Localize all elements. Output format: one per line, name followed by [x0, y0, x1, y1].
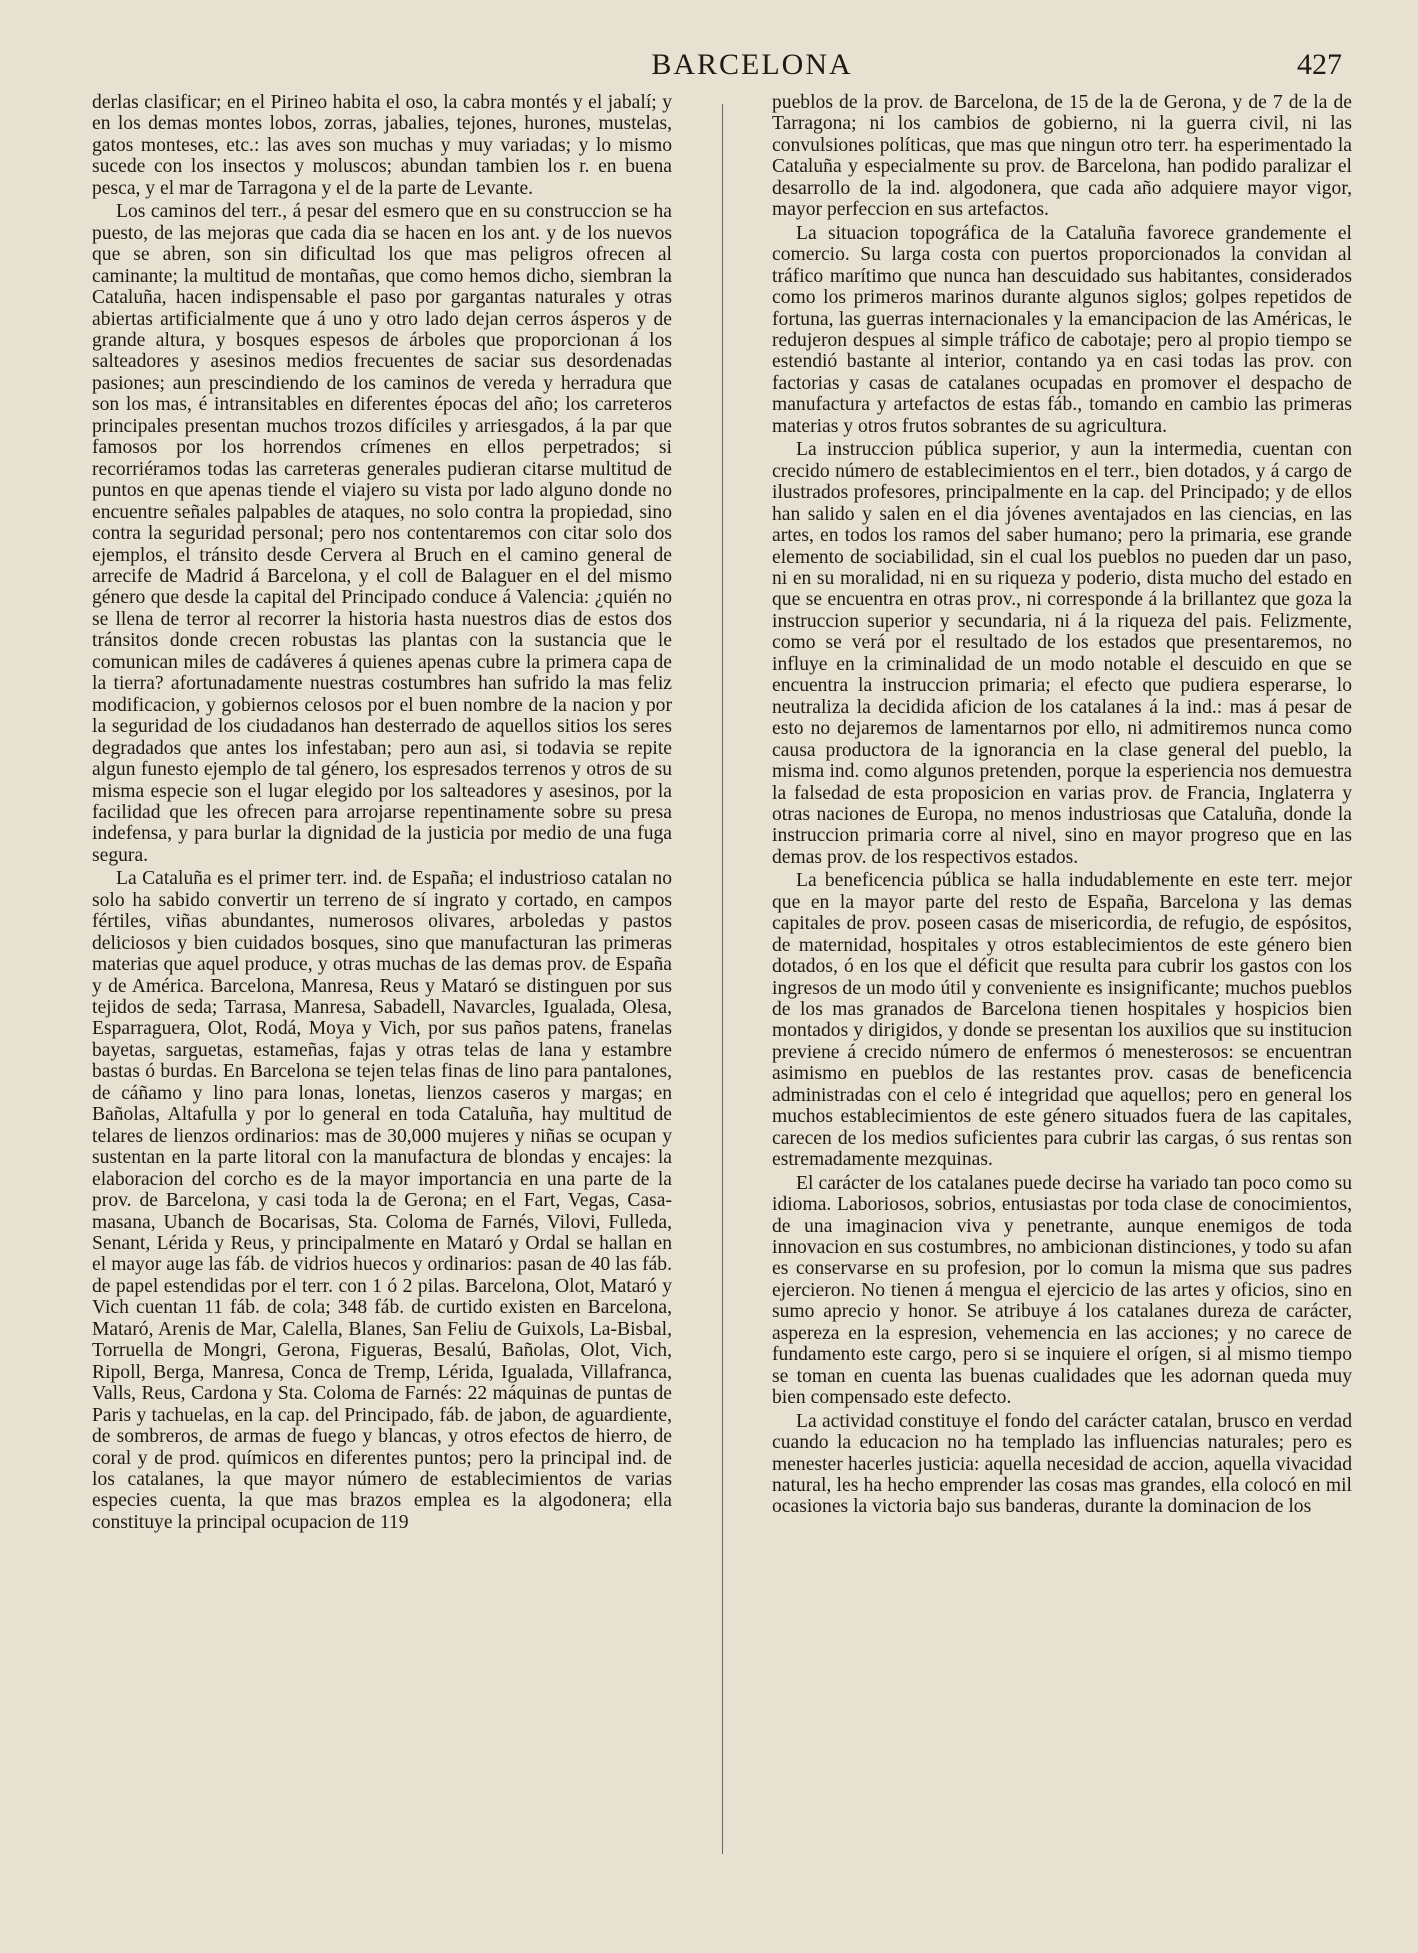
paragraph: pueblos de la prov. de Barcelona, de 15 de la de Gerona, y de 7 de la de Tarragona; ni los cambios de gobierno, ni la guerra civil, ni las convulsiones políticas, que mas que ningun otro terr. ha esperimentado la Cataluña y especialmente su prov. de Barcelona, han podido paralizar el desarrollo de la ind. algodonera, que cada año adquiere mayor vigor, mayor perfeccion en sus artefactos.: [772, 92, 1352, 221]
paragraph: La situacion topográfica de la Cataluña favorece grandemente el comercio. Su larga costa con puertos proporcionados la convidan al tráfico marítimo que nunca han descuidado sus habitantes, considerados como los primeros marinos durante algunos siglos; golpes repetidos de fortuna, las guerras internacionales y la emancipacion de las Américas, le redujeron despues al simple tráfico de cabotaje; pero al propio tiempo se estendió bastante al interior, contando ya en casi todas las prov. con factorias y casas de catalanes ocupadas en promover el despacho de manufactura y artefactos de estas fáb., tomando en cambio las primeras materias y otros frutos sobrantes de su agricultura.: [772, 222, 1352, 437]
column-divider: [722, 104, 723, 1854]
paragraph: La actividad constituye el fondo del carácter catalan, brusco en verdad cuando la educacion no ha templado las influencias naturales; pero es menester hacerles justicia: aquella necesidad de accion, aquella vivacidad natural, les ha hecho emprender las cosas mas grandes, ella colocó en mil ocasiones la victoria bajo sus banderas, durante la dominacion de los: [772, 1410, 1352, 1518]
text-columns: [92, 92, 1352, 1872]
paragraph: La beneficencia pública se halla indudablemente en este terr. mejor que en la mayor parte del resto de España, Barcelona y las demas capitales de prov. poseen casas de misericordia, de refugio, de espósitos, de maternidad, hospitales y otros establecimientos de este género bien dotados, ó en los que el déficit que resulta para cubrir los gastos con los ingresos de un modo útil y conveniente es insignificante; muchos pueblos de los mas granados de Barcelona tienen hospitales y hospicios bien montados y dirigidos, y donde se presentan los auxilios que su institucion previene á crecido número de enfermos ó menesterosos: se encuentran asimismo en pueblos de las restantes prov. casas de beneficencia administradas con el celo é integridad que aquellos; pero en general los muchos establecimientos de este género situados fuera de las capitales, carecen de los medios suficientes para cubrir las cargas, ó sus rentas son estremadamente mezquinas.: [772, 870, 1352, 1171]
paragraph: El carácter de los catalanes puede decirse ha variado tan poco como su idioma. Laboriosos, sobrios, entusiastas por toda clase de conocimientos, de una imaginacion viva y penetrante, aunque enemigos de toda innovacion en sus costumbres, no ambicionan distinciones, y todo su afan es conservarse en su profesion, por lo comun la misma que sus padres ejercieron. No tienen á mengua el ejercicio de las artes y oficios, sino en sumo aprecio y honor. Se atribuye á los catalanes dureza de carácter, aspereza en la espresion, vehemencia en las acciones; y no carece de fundamento este cargo, pero si se inquiere el orígen, si al mismo tiempo se toman en cuenta las buenas cualidades que les adornan queda muy bien compensado este defecto.: [772, 1172, 1352, 1409]
left-column: [92, 92, 680, 1872]
page-number: 427: [1297, 48, 1342, 81]
paragraph: Los caminos del terr., á pesar del esmero que en su construccion se ha puesto, de las mejoras que cada dia se hacen en los ant. y de los nuevos que se abren, son sin dificultad los que mas peligros ofrecen al caminante; la multitud de montañas, que como hemos dicho, siembran la Cataluña, hacen indispensable el paso por gargantas naturales y otras abiertas artificialmente que á uno y otro lado dejan cerros ásperos y de grande altura, y bosques espesos de árboles que proporcionan á los salteadores y asesinos medios frecuentes de saciar sus desordenadas pasiones; aun prescindiendo de los caminos de vereda y herradura que son los mas, é intransitables en diferentes épocas del año; los carreteros principales presentan muchos trozos difíciles y arriesgados, á la par que famosos por los horrendos crímenes en ellos perpetrados; si recorriéramos todas las carreteras generales pudieran citarse multitud de puntos en que apenas tiende el viajero su vista por lado alguno donde no encuentre señales palpables de ataques, no solo contra la propiedad, sino contra la seguridad personal; pero nos contentaremos con citar solo dos ejemplos, el tránsito desde Cervera al Bruch en el camino general de arrecife de Madrid á Barcelona, y el coll de Balaguer en el del mismo género que desde la capital del Principado conduce á Valencia: ¿quién no se llena de terror al recorrer la historia hasta nuestros dias de estos dos tránsitos donde crecen robustas las plantas con la sustancia que le comunican miles de cadáveres á quienes apenas cubre la primera capa de la tierra? afortunadamente nuestras costumbres han sufrido la mas feliz modificacion, y gobiernos celosos por el buen nombre de la nacion y por la seguridad de los ciudadanos han desterrado de aquellos sitios los seres degradados que antes los infestaban; pero aun asi, si todavia se repite algun funesto ejemplo de tal género, los espresados terrenos y otros de su misma especie son el lugar elegido por los salteadores y asesinos, por la facilidad que les ofrecen para arrojarse repentinamente sobre su presa indefensa, y para burlar la dignidad de la justicia por medio de una fuga segura.: [92, 201, 672, 866]
page-header: [92, 48, 1352, 88]
running-title: BARCELONA: [651, 48, 853, 81]
right-column: [764, 92, 1352, 1872]
paragraph: La Cataluña es el primer terr. ind. de España; el industrioso catalan no solo ha sabido convertir un terreno de sí ingrato y cortado, en campos fértiles, viñas abundantes, numerosos olivares, arboledas y pastos deliciosos y bien cuidados bosques, sino que manufacturan las primeras materias que aquel produce, y otras muchas de las demas prov. de España y de América. Barcelona, Manresa, Reus y Mataró se distinguen por sus tejidos de seda; Tarrasa, Manresa, Sabadell, Navarcles, Igualada, Olesa, Esparraguera, Olot, Rodá, Moya y Vich, por sus paños patens, franelas bayetas, sarguetas, estameñas, fajas y otras telas de lana y estambre bastas ó burdas. En Barcelona se tejen telas finas de lino para pantalones, de cáñamo y lino para lonas, lonetas, lienzos caseros y margas; en Bañolas, Altafulla y por lo general en toda Cataluña, hay multitud de telares de lienzos ordinarios: mas de 30,000 mujeres y niñas se ocupan y sustentan en la parte litoral con la manufactura de blondas y encajes: la elaboracion del corcho es de la mayor importancia en una parte de la prov. de Barcelona, y casi toda la de Gerona; en el Fart, Vegas, Casa-masana, Ubanch de Bocarisas, Sta. Coloma de Farnés, Vilovi, Fulleda, Senant, Lérida y Reus, y principalmente en Mataró y Ordal se hallan en el mayor auge las fáb. de vidrios huecos y ordinarios: pasan de 40 las fáb. de papel estendidas por el terr. con 1 ó 2 pilas. Barcelona, Olot, Mataró y Vich cuentan 11 fáb. de cola; 348 fáb. de curtido existen en Barcelona, Mataró, Arenis de Mar, Calella, Blanes, San Feliu de Guixols, La-Bisbal, Torruella de Mongri, Gerona, Figueras, Besalú, Bañolas, Olot, Vich, Ripoll, Berga, Manresa, Conca de Tremp, Lérida, Igualada, Villafranca, Valls, Reus, Cardona y Sta. Coloma de Farnés: 22 máquinas de puntas de Paris y tachuelas, en la cap. del Principado, fáb. de jabon, de aguardiente, de sombreros, de armas de fuego y blancas, y otros efectos de hierro, de coral y de prod. químicos en diferentes puntos; pero la principal ind. de los catalanes, la que mayor número de establecimientos de varias especies cuenta, la que mas brazos emplea es la algodonera; ella constituye la principal ocupacion de 119: [92, 868, 672, 1533]
paragraph: derlas clasificar; en el Pirineo habita el oso, la cabra montés y el jabalí; y en los demas montes lobos, zorras, jabalies, tejones, hurones, mustelas, gatos monteses, etc.: las aves son muchas y muy variadas; y lo mismo sucede con los insectos y moluscos; abundan tambien los r. en buena pesca, y el mar de Tarragona y el de la parte de Levante.: [92, 92, 672, 199]
paragraph: La instruccion pública superior, y aun la intermedia, cuentan con crecido número de establecimientos en el terr., bien dotados, y á cargo de ilustrados profesores, principalmente en la cap. del Principado; y de ellos han salido y salen en el dia jóvenes aventajados en las ciencias, en las artes, en todos los ramos del saber humano; pero la primaria, ese grande elemento de sociabilidad, sin el cual los pueblos no pueden dar un paso, ni en su moralidad, ni en su riqueza y poderio, dista mucho del estado en que se encuentra en otras prov., ni corresponde á la brillantez que goza la instruccion superior y secundaria, ni á la riqueza del pais. Felizmente, como se verá por el resultado de los estados que presentaremos, no influye en la criminalidad de un modo notable el descuido en que se encuentra la instruccion primaria; el efecto que pudiera esperarse, lo neutraliza la decidida aficion de los catalanes á la ind.: mas á pesar de esto no dejaremos de lamentarnos por ello, ni admitiremos nunca como causa productora de la ignorancia en la clase general del pueblo, la misma ind. como algunos pretenden, porque la esperiencia nos demuestra la falsedad de esta proposicion en varias prov. de Francia, Inglaterra y otras naciones de Europa, no menos industriosas que Cataluña, donde la instruccion primaria corre al nivel, sino en mayor progreso que en las demas prov. de los respectivos estados.: [772, 439, 1352, 868]
